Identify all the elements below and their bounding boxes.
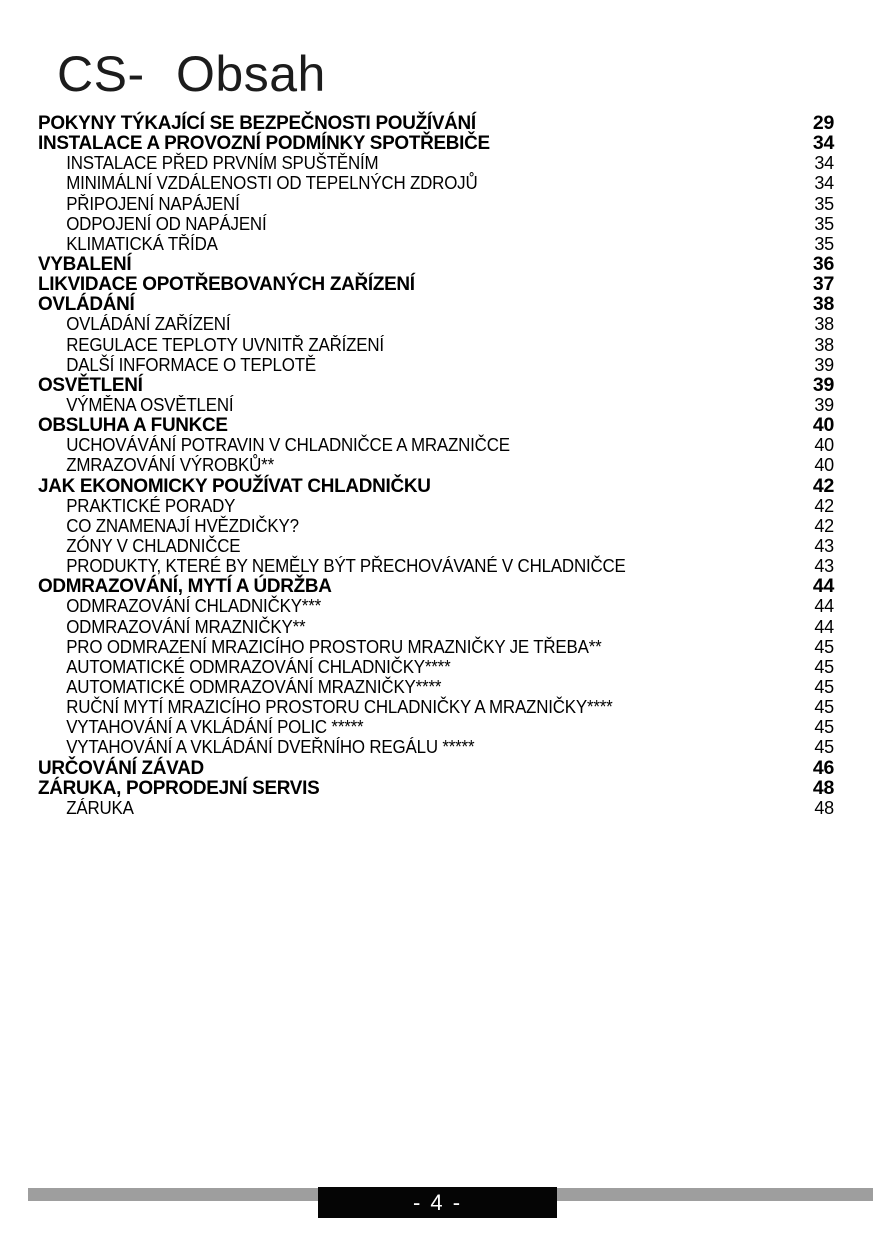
toc-entry	[38, 375, 834, 395]
toc-entry	[38, 274, 834, 294]
toc-entry-page-number: 34	[814, 173, 834, 194]
toc-entry	[38, 556, 834, 576]
toc-entry-page-number: 42	[814, 495, 834, 516]
toc-entry	[38, 355, 834, 375]
toc-entry	[38, 496, 834, 516]
toc-entry-label: ZÁRUKA, POPRODEJNÍ SERVIS	[38, 776, 320, 799]
toc-entry-label: AUTOMATICKÉ ODMRAZOVÁNÍ CHLADNIČKY****	[66, 656, 451, 677]
toc-entry	[38, 435, 834, 455]
toc-entry-label: ODPOJENÍ OD NAPÁJENÍ	[66, 213, 267, 234]
toc-entry-page-number: 42	[814, 515, 834, 536]
toc-entry-page-number: 45	[814, 656, 834, 677]
toc-entry-label: URČOVÁNÍ ZÁVAD	[38, 756, 204, 779]
toc-entry-label: RUČNÍ MYTÍ MRAZICÍHO PROSTORU CHLADNIČKY A MRAZNIČKY****	[66, 697, 613, 718]
toc-entry-page-number: 45	[814, 697, 834, 718]
toc-entry	[38, 677, 834, 697]
toc-entry	[38, 133, 834, 153]
toc-entry-label: DALŠÍ INFORMACE O TEPLOTĚ	[66, 354, 316, 375]
toc-entry-page-number: 35	[814, 213, 834, 234]
toc-entry	[38, 798, 834, 818]
toc-entry	[38, 395, 834, 415]
toc-entry-page-number: 43	[814, 556, 834, 577]
toc-entry	[38, 536, 834, 556]
toc-entry-label: OBSLUHA A FUNKCE	[38, 414, 228, 437]
toc-entry-page-number: 35	[814, 193, 834, 214]
toc-entry-label: VYTAHOVÁNÍ A VKLÁDÁNÍ DVEŘNÍHO REGÁLU *****	[66, 737, 475, 758]
toc-entry	[38, 415, 834, 435]
toc-entry	[38, 173, 834, 193]
toc-entry-label: REGULACE TEPLOTY UVNITŘ ZAŘÍZENÍ	[66, 334, 384, 355]
toc-entry-page-number: 40	[812, 414, 834, 437]
toc-entry	[38, 455, 834, 475]
toc-entry-label: ODMRAZOVÁNÍ CHLADNIČKY***	[66, 596, 321, 617]
toc-entry-page-number: 38	[814, 314, 834, 335]
toc-entry	[38, 596, 834, 616]
toc-entry-page-number: 40	[814, 435, 834, 456]
toc-entry-label: OVLÁDÁNÍ ZAŘÍZENÍ	[66, 314, 231, 335]
toc-entry	[38, 617, 834, 637]
toc-entry-page-number: 42	[812, 474, 834, 497]
toc-entry-page-number: 48	[812, 776, 834, 799]
toc-entry	[38, 657, 834, 677]
toc-entry-page-number: 29	[812, 112, 834, 134]
toc-entry-label: ODMRAZOVÁNÍ, MYTÍ A ÚDRŽBA	[38, 575, 332, 598]
toc-entry-label: LIKVIDACE OPOTŘEBOVANÝCH ZAŘÍZENÍ	[38, 273, 415, 296]
toc-entry	[38, 778, 834, 798]
toc-entry-label: CO ZNAMENAJÍ HVĚZDIČKY?	[66, 515, 299, 536]
toc-entry	[38, 516, 834, 536]
toc-entry-label: KLIMATICKÁ TŘÍDA	[66, 233, 218, 254]
toc-entry	[38, 254, 834, 274]
toc-entry	[38, 194, 834, 214]
toc-entry	[38, 576, 834, 596]
toc-entry-page-number: 48	[814, 797, 834, 818]
toc-entry-page-number: 45	[814, 717, 834, 738]
toc-entry-label: PŘIPOJENÍ NAPÁJENÍ	[66, 193, 240, 214]
toc-entry-label: VYBALENÍ	[38, 252, 132, 275]
toc-entry-label: JAK EKONOMICKY POUŽÍVAT CHLADNIČKU	[38, 474, 431, 497]
toc-entry-page-number: 45	[814, 737, 834, 758]
toc-entry-label: PRAKTICKÉ PORADY	[66, 495, 236, 516]
toc-entry-page-number: 46	[812, 756, 834, 779]
toc-entry	[38, 153, 834, 173]
toc-entry-page-number: 39	[814, 394, 834, 415]
toc-entry-label: POKYNY TÝKAJÍCÍ SE BEZPEČNOSTI POUŽÍVÁNÍ	[38, 112, 476, 134]
toc-entry-page-number: 37	[812, 273, 834, 296]
toc-entry-label: ZÓNY V CHLADNIČCE	[66, 535, 241, 556]
toc-entry-page-number: 45	[814, 676, 834, 697]
page-number: - 4 -	[412, 1189, 463, 1215]
toc-entry	[38, 214, 834, 234]
toc-entry-label: UCHOVÁVÁNÍ POTRAVIN V CHLADNIČCE A MRAZNIČCE	[66, 435, 510, 456]
toc-entry-label: INSTALACE PŘED PRVNÍM SPUŠTĚNÍM	[66, 153, 379, 174]
toc-entry-label: MINIMÁLNÍ VZDÁLENOSTI OD TEPELNÝCH ZDROJŮ	[66, 173, 478, 194]
toc-entry-page-number: 44	[812, 575, 834, 598]
page-number-badge	[318, 1187, 557, 1218]
toc-entry-page-number: 43	[814, 535, 834, 556]
toc-entry-page-number: 44	[814, 616, 834, 637]
table-of-contents	[38, 113, 834, 818]
toc-entry	[38, 476, 834, 496]
toc-entry	[38, 294, 834, 314]
toc-entry	[38, 637, 834, 657]
toc-entry-page-number: 36	[812, 252, 834, 275]
toc-entry	[38, 234, 834, 254]
toc-entry-page-number: 39	[812, 373, 834, 396]
toc-entry-page-number: 39	[814, 354, 834, 375]
toc-entry-label: VÝMĚNA OSVĚTLENÍ	[66, 394, 234, 415]
toc-entry	[38, 758, 834, 778]
toc-entry-label: VYTAHOVÁNÍ A VKLÁDÁNÍ POLIC *****	[66, 717, 364, 738]
toc-entry-label: ZMRAZOVÁNÍ VÝROBKŮ**	[66, 455, 274, 476]
toc-entry-page-number: 44	[814, 596, 834, 617]
toc-entry-label: OSVĚTLENÍ	[38, 373, 143, 396]
toc-entry-page-number: 38	[814, 334, 834, 355]
toc-entry-page-number: 40	[814, 455, 834, 476]
toc-entry-label: ZÁRUKA	[66, 797, 134, 818]
toc-entry	[38, 697, 834, 717]
toc-entry-label: OVLÁDÁNÍ	[38, 293, 135, 316]
toc-entry-page-number: 34	[814, 153, 834, 174]
toc-entry	[38, 314, 834, 334]
toc-entry	[38, 717, 834, 737]
toc-entry-page-number: 34	[812, 132, 834, 155]
toc-entry-page-number: 35	[814, 233, 834, 254]
toc-entry-label: INSTALACE A PROVOZNÍ PODMÍNKY SPOTŘEBIČE	[38, 132, 490, 155]
toc-entry-page-number: 45	[814, 636, 834, 657]
toc-entry-label: PRODUKTY, KTERÉ BY NEMĚLY BÝT PŘECHOVÁVANÉ V CHLADNIČCE	[66, 556, 626, 577]
toc-entry	[38, 737, 834, 757]
toc-entry	[38, 335, 834, 355]
toc-entry-label: AUTOMATICKÉ ODMRAZOVÁNÍ MRAZNIČKY****	[66, 676, 442, 697]
toc-entry-label: ODMRAZOVÁNÍ MRAZNIČKY**	[66, 616, 306, 637]
toc-entry	[38, 113, 834, 133]
toc-entry-label: PRO ODMRAZENÍ MRAZICÍHO PROSTORU MRAZNIČKY JE TŘEBA**	[66, 636, 602, 657]
page-title: CS- Obsah	[57, 46, 326, 102]
toc-entry-page-number: 38	[812, 293, 834, 316]
